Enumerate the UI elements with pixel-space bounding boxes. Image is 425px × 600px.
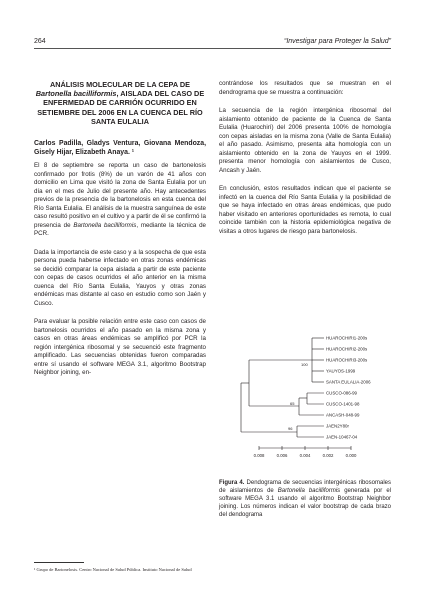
leaf-label: CUSCO-086-99 xyxy=(326,390,357,396)
leaf-label: JAEN2Y80r xyxy=(326,423,349,429)
paragraph-conclusion: En conclusión, estos resultados indican que el paciente se infectó en la cuenca del Río Santa Eulalia y la posibilidad de que se haya infectado en otras áreas endémicas, que pudo haber visitado en anteriores oportunidades es remota, lo cual coincide también con la historia epidemiológica negativa de visitas a otros lugares de riesgo para bartonelosis. xyxy=(219,185,391,235)
leaf-label: SANTA EULALIA-2006 xyxy=(326,379,371,385)
leaf-label: YAUYOS-1999 xyxy=(326,368,356,374)
scale-tick-label: 0.004 xyxy=(299,453,311,458)
figure-caption: Figura 4. Dendograma de secuencias intergénicas ribosomales de aislamientos de Bartonella bacilliformis generada por el software MEGA 3.1 usando el algoritmo Bootstrap Neighbor joining. Los números indican el valor bootstrap de cada brazo del dendograma xyxy=(219,480,391,518)
leaf-label: HUAROCHIRI1-200s xyxy=(326,335,368,341)
bootstrap-value: 100 xyxy=(301,362,308,367)
paragraph-results: La secuencia de la región intergénica ribosomal del aislamiento obtenido de paciente de la Cuenca de Santa Eulalia (Huarochirí) del 2006 presenta 100% de homología con cepas aisladas en la misma zona (Valle de Santa Eulalia) el año pasado. Asimismo, presenta alta homología con un aislamiento obtenido en la zona de Yauyos en el 1999. presenta menor homología con aislamientos de Cusco, Ancash y Jaén. xyxy=(219,107,391,174)
dendrogram-svg xyxy=(219,326,391,476)
paragraph-hypothesis: Dada la importancia de este caso y a la sospecha de que esta persona pueda haberse infectado en otras zonas endémicas se decidió comparar la cepa aislada a partir de este paciente con cepas de casos ocurridos el año anterior en la misma cuenca del Río Santa Eulalia, Yauyos y otras zonas endémicas mas distante al caso en estudio como son Jaén y Cusco. xyxy=(34,248,206,307)
bootstrap-value: 96 xyxy=(288,426,293,431)
paragraph-case-report: El 8 de septiembre se reporta un caso de bartonelosis confirmado por frotis (8%) de un varón de 41 años con domicilio en Lima que visitó la zona de Santa Eulalia por un día en el mes de Julio del presente año. Hay antecedentes previos de la presencia de la bartonelosis en esta cuenca del Río Santa Eulalia. El análisis de la muestra sanguínea de este caso resultó positivo en el cultivo y a partir de él se confirmó la presencia de Bartonella bacilliformis, mediante la técnica de PCR. xyxy=(34,162,206,238)
left-column xyxy=(34,80,206,388)
scale-tick-label: 0.006 xyxy=(276,453,288,458)
scale-tick-label: 0.000 xyxy=(345,453,357,458)
scale-tick-label: 0.002 xyxy=(322,453,334,458)
header-rule xyxy=(34,48,391,49)
dendrogram-figure xyxy=(219,326,391,476)
footnote-rule xyxy=(34,562,84,563)
running-header-title: “Investigar para Proteger la Salud” xyxy=(284,38,391,45)
leaf-label: HUAROCHIRI3-200s xyxy=(326,357,368,363)
leaf-label: HUAROCHIRI2-200s xyxy=(326,346,368,352)
footnote: ¹ Grupo de Bartonelosis. Centro Nacional de Salud Pública. Instituto Nacional de Salud xyxy=(34,567,192,572)
figure-label: Figura 4. xyxy=(219,480,245,486)
article-title: ANÁLISIS MOLECULAR DE LA CEPA DE Bartonella bacilliformis, AISLADA DEL CASO DE ENFERMEDAD DE CARRIÓN OCURRIDO EN SETIEMBRE DEL 2006 EN LA CUENCA DEL RÍO SANTA EULALIA xyxy=(35,80,205,126)
leaf-label: JAEN-10467-04 xyxy=(326,434,358,440)
right-column xyxy=(219,80,391,246)
author-list: Carlos Padilla, Gladys Ventura, Giovana Mendoza, Gisely Hijar, Elizabeth Anaya. ¹ xyxy=(34,140,206,157)
scale-tick-label: 0.008 xyxy=(253,453,265,458)
leaf-label: ANCASH-048-99 xyxy=(326,412,360,418)
leaf-label: CUSCO-1401-98 xyxy=(326,401,360,407)
bootstrap-value: 65 xyxy=(290,401,295,406)
paragraph-results-intro: contrándose los resultados que se muestran en el dendrograma que se muestra a continuación: xyxy=(219,80,391,96)
paragraph-methods: Para evaluar la posible relación entre este caso con casos de bartonelosis ocurridos el año pasado en la misma zona y casos en otras áreas endémicas se amplificó por PCR la región intergénica ribosomal y se secuenció este fragmento amplificado. Las secuencias obtenidas fueron comparadas entre sí usando el software MEGA 3.1, algoritmo Bootstrap Neighbor joining, en- xyxy=(34,318,206,377)
page-number: 264 xyxy=(34,38,46,45)
title-species: Bartonella bacilliformis xyxy=(35,89,117,99)
